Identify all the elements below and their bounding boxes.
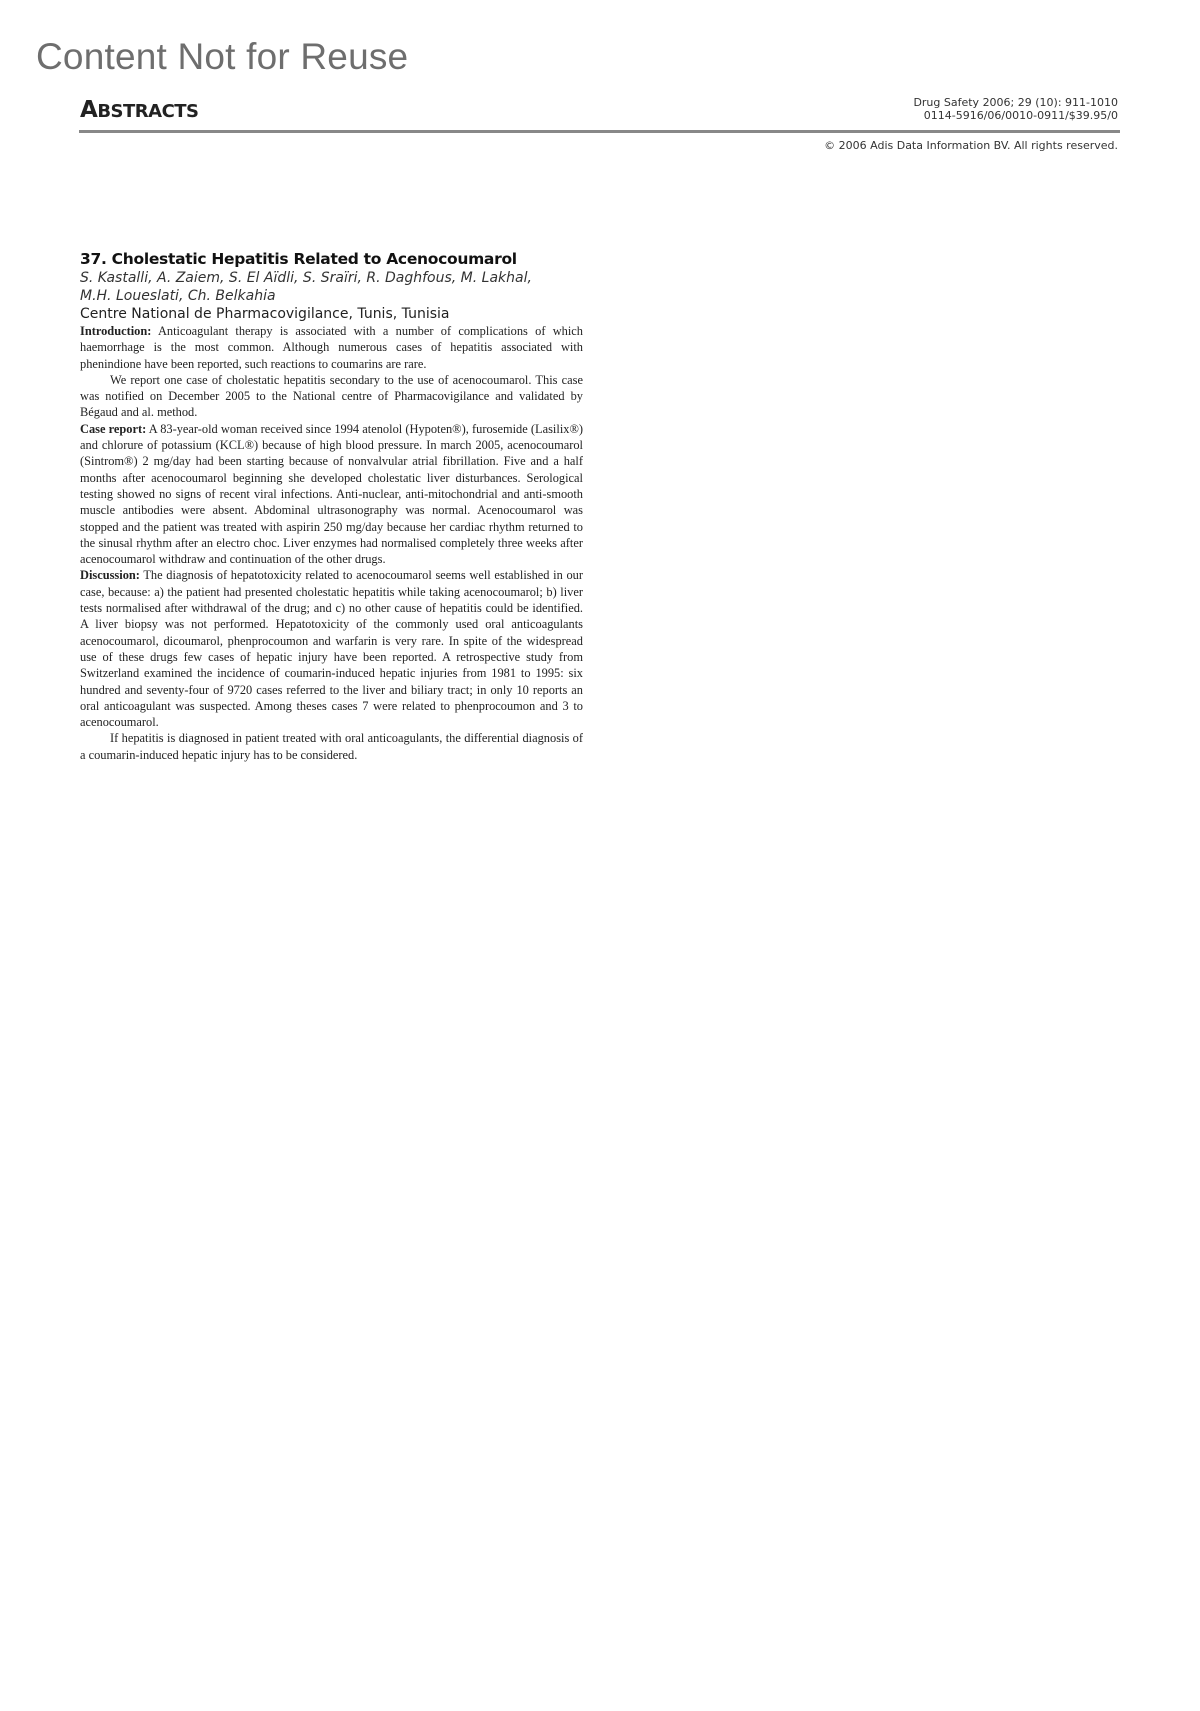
section-heading-initial: A: [80, 97, 98, 123]
discussion-paragraph: [80, 567, 583, 730]
authors-line1: S. Kastalli, A. Zaiem, S. El Aïdli, S. Sraïri, R. Daghfous, M. Lakhal,: [80, 270, 532, 286]
copyright-notice: © 2006 Adis Data Information BV. All rights reserved.: [824, 139, 1118, 152]
discussion-paragraph-2: If hepatitis is diagnosed in patient treated with oral anticoagulants, the differential diagnosis of a coumarin-induced hepatic injury has to be considered.: [80, 731, 583, 762]
journal-citation-line2: 0114-5916/06/0010-0911/$39.95/0: [923, 109, 1118, 122]
journal-citation: [913, 96, 1118, 122]
abstract-title: 37. Cholestatic Hepatitis Related to Acenocoumarol: [80, 250, 517, 268]
intro-text: Anticoagulant therapy is associated with a number of complications of which haemorrhage is the most common. Although numerous cases of hepatitis associated with phenindione have been reported, such reactions to coumarins are rare.: [80, 324, 583, 371]
discussion-label: Discussion:: [80, 568, 140, 583]
section-heading: [80, 97, 199, 123]
case-paragraph: [80, 421, 583, 568]
abstract-authors: [80, 269, 583, 305]
case-label: Case report:: [80, 421, 147, 436]
abstract-body: [80, 323, 583, 763]
abstract-block: [80, 250, 583, 763]
header-rule: [79, 130, 1120, 133]
section-heading-rest: BSTRACTS: [97, 101, 199, 122]
intro-label: Introduction:: [80, 324, 152, 338]
journal-citation-line1: Drug Safety 2006; 29 (10): 911-1010: [913, 96, 1118, 109]
intro-paragraph: [80, 323, 583, 372]
abstract-affiliation: Centre National de Pharmacovigilance, Tunis, Tunisia: [80, 306, 450, 322]
watermark-text: Content Not for Reuse: [36, 36, 409, 77]
case-text: A 83-year-old woman received since 1994 atenolol (Hypoten®), furosemide (Lasilix®) and chlorure of potassium (KCL®) because of high blood pressure. In march 2005, acenocoumarol (Sintrom®) 2 mg/day had been starting because of nonvalvular atrial fibrillation. Five and a half months after acenocoumarol beginning she developed cholestatic liver disturbances. Serological testing showed no signs of recent viral infections. Anti-nuclear, anti-mitochondrial and anti-smooth muscle antibodies were absent. Abdominal ultrasonography was normal. Acenocoumarol was stopped and the patient was treated with aspirin 250 mg/day because her cardiac rhythm returned to the sinusal rhythm after an electro choc. Liver enzymes had normalised completely three weeks after acenocoumarol withdraw and continuation of the other drugs.: [80, 421, 583, 567]
discussion-text: The diagnosis of hepatotoxicity related to acenocoumarol seems well established in our case, because: a) the patient had presented cholestatic hepatitis while taking acenocoumarol; b) liver tests normalised after withdrawal of the drug; and c) no other cause of hepatitis could be identified. A liver biopsy was not performed. Hepatotoxicity of the commonly used oral anticoagulants acenocoumarol, dicoumarol, phenprocoumon and warfarin is very rare. In spite of the widespread use of these drugs few cases of hepatic injury have been reported. A retrospective study from Switzerland examined the incidence of coumarin-induced hepatic injuries from 1981 to 1995: six hundred and seventy-four of 9720 cases referred to the liver and biliary tract; in only 10 reports an oral anticoagulant was suspected. Among theses cases 7 were related to phenprocoumon and 3 to acenocoumarol.: [80, 568, 583, 730]
authors-line2: M.H. Loueslati, Ch. Belkahia: [80, 288, 276, 304]
intro-paragraph-2: We report one case of cholestatic hepatitis secondary to the use of acenocoumarol. This case was notified on December 2005 to the National centre of Pharmacovigilance and validated by Bégaud and al. method.: [80, 372, 583, 420]
